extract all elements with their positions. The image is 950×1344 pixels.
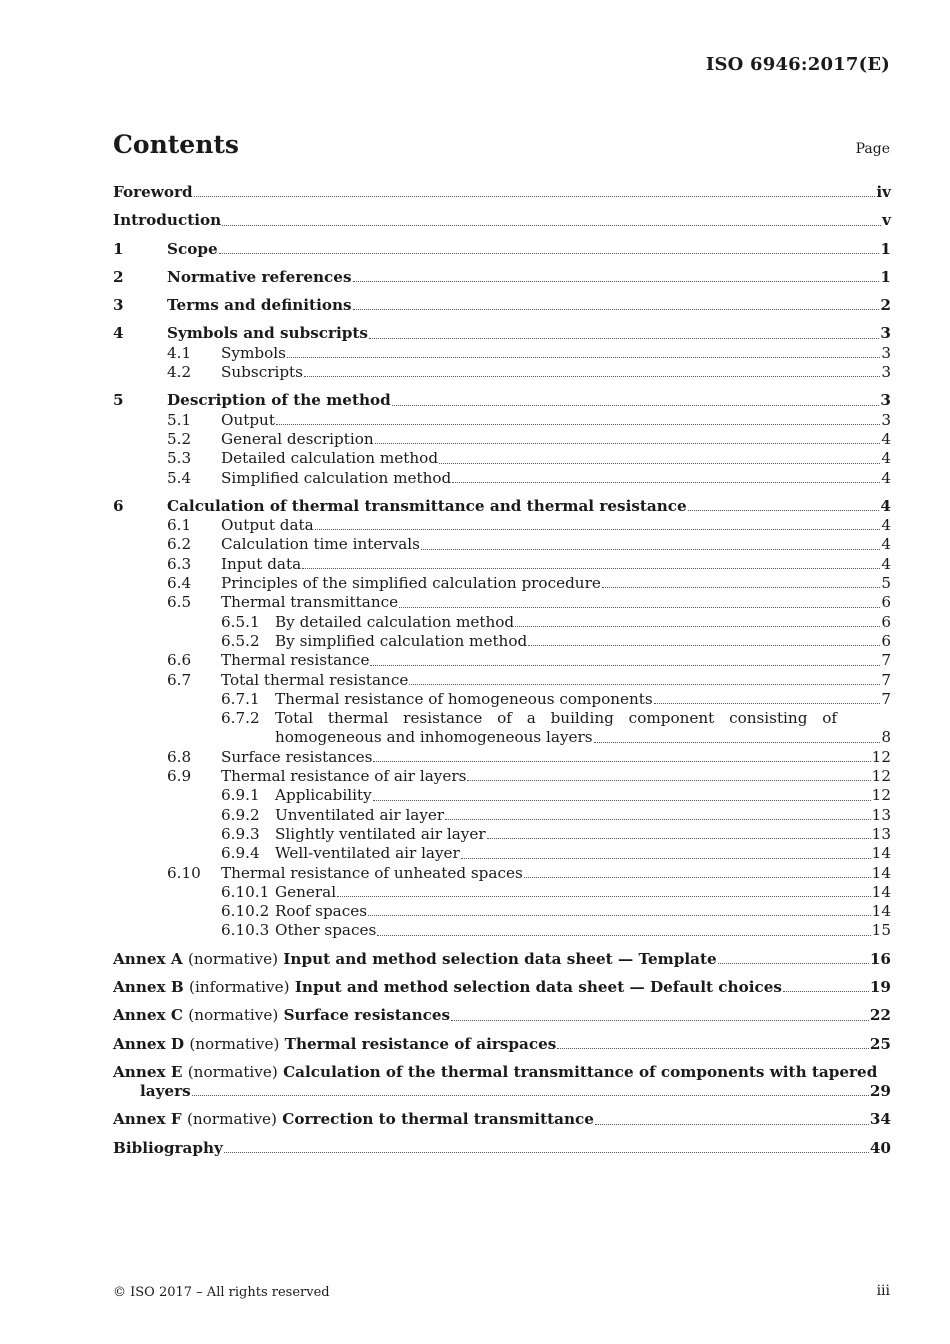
toc-entry-1[interactable]: 1 Scope 1: [113, 239, 891, 258]
toc-entry-2[interactable]: 2 Normative references 1: [113, 267, 891, 286]
footer-copyright: © ISO 2017 – All rights reserved: [113, 1285, 330, 1300]
toc-entry-annex-b[interactable]: Annex B (informative) Input and method selection data sheet — Default choices 19: [113, 977, 891, 996]
toc-entry-4[interactable]: 4 Symbols and subscripts 3: [113, 324, 891, 343]
toc-entry-6-9-4[interactable]: 6.9.4 Well-ventilated air layer 14: [221, 844, 891, 863]
toc-entry-6-9[interactable]: 6.9 Thermal resistance of air layers 12: [167, 767, 891, 786]
toc-entry-6-6[interactable]: 6.6 Thermal resistance 7: [167, 651, 891, 670]
toc-entry-6-4[interactable]: 6.4 Principles of the simplified calculation procedure 5: [167, 574, 891, 593]
toc-entry-6-9-2[interactable]: 6.9.2 Unventilated air layer 13: [221, 805, 891, 824]
document-id: ISO 6946:2017(E): [705, 54, 890, 75]
footer-page-number: iii: [876, 1283, 890, 1299]
toc-entry-5-4[interactable]: 5.4 Simplified calculation method 4: [167, 468, 891, 487]
toc-entry-5-2[interactable]: 5.2 General description 4: [167, 429, 891, 448]
toc-entry-6[interactable]: 6 Calculation of thermal transmittance and thermal resistance 4: [113, 496, 891, 515]
toc-entry-6-9-1[interactable]: 6.9.1 Applicability 12: [221, 786, 891, 805]
toc-entry-6-5-2[interactable]: 6.5.2 By simplified calculation method 6: [221, 631, 891, 650]
toc-entry-6-10-2[interactable]: 6.10.2 Roof spaces 14: [221, 902, 891, 921]
toc-entry-annex-d[interactable]: Annex D (normative) Thermal resistance of airspaces 25: [113, 1034, 891, 1053]
toc-entry-4-2[interactable]: 4.2 Subscripts 3: [167, 363, 891, 382]
toc-entry-6-10-3[interactable]: 6.10.3 Other spaces 15: [221, 921, 891, 940]
toc-entry-introduction[interactable]: Introduction v: [113, 211, 891, 230]
toc-entry-6-2[interactable]: 6.2 Calculation time intervals 4: [167, 535, 891, 554]
toc-entry-annex-e-cont[interactable]: layers 29: [140, 1082, 891, 1101]
toc-entry-6-10-1[interactable]: 6.10.1 General 14: [221, 882, 891, 901]
toc-entry-6-3[interactable]: 6.3 Input data 4: [167, 554, 891, 573]
toc-entry-6-5[interactable]: 6.5 Thermal transmittance 6: [167, 593, 891, 612]
toc-entry-annex-f[interactable]: Annex F (normative) Correction to thermal transmittance 34: [113, 1110, 891, 1129]
toc-entry-6-7-1[interactable]: 6.7.1 Thermal resistance of homogeneous components 7: [221, 689, 891, 708]
toc-entry-6-1[interactable]: 6.1 Output data 4: [167, 516, 891, 535]
toc-entry-bibliography[interactable]: Bibliography 40: [113, 1138, 891, 1157]
toc-entry-6-7-2-cont[interactable]: homogeneous and inhomogeneous layers 8: [275, 728, 891, 747]
toc-entry-5[interactable]: 5 Description of the method 3: [113, 391, 891, 410]
toc-entry-4-1[interactable]: 4.1 Symbols 3: [167, 343, 891, 362]
toc-entry-5-1[interactable]: 5.1 Output 3: [167, 410, 891, 429]
toc-entry-annex-a[interactable]: Annex A (normative) Input and method selection data sheet — Template 16: [113, 949, 891, 968]
contents-title: Contents: [113, 130, 240, 159]
toc-entry-foreword[interactable]: Foreword iv: [113, 183, 891, 201]
table-of-contents: [113, 183, 891, 1158]
toc-entry-annex-e[interactable]: Annex E (normative) Calculation of the thermal transmittance of components with tapered: [113, 1062, 878, 1081]
toc-entry-5-3[interactable]: 5.3 Detailed calculation method 4: [167, 449, 891, 468]
toc-entry-6-7-2[interactable]: 6.7.2 Total thermal resistance of a building component consisting of: [221, 709, 837, 728]
page-column-label: Page: [855, 141, 890, 157]
toc-entry-6-9-3[interactable]: 6.9.3 Slightly ventilated air layer 13: [221, 824, 891, 843]
toc-entry-annex-c[interactable]: Annex C (normative) Surface resistances 22: [113, 1006, 891, 1025]
toc-entry-6-5-1[interactable]: 6.5.1 By detailed calculation method 6: [221, 612, 891, 631]
toc-entry-3[interactable]: 3 Terms and definitions 2: [113, 296, 891, 315]
toc-entry-6-7[interactable]: 6.7 Total thermal resistance 7: [167, 670, 891, 689]
toc-entry-6-8[interactable]: 6.8 Surface resistances 12: [167, 747, 891, 766]
toc-entry-6-10[interactable]: 6.10 Thermal resistance of unheated spaces 14: [167, 863, 891, 882]
